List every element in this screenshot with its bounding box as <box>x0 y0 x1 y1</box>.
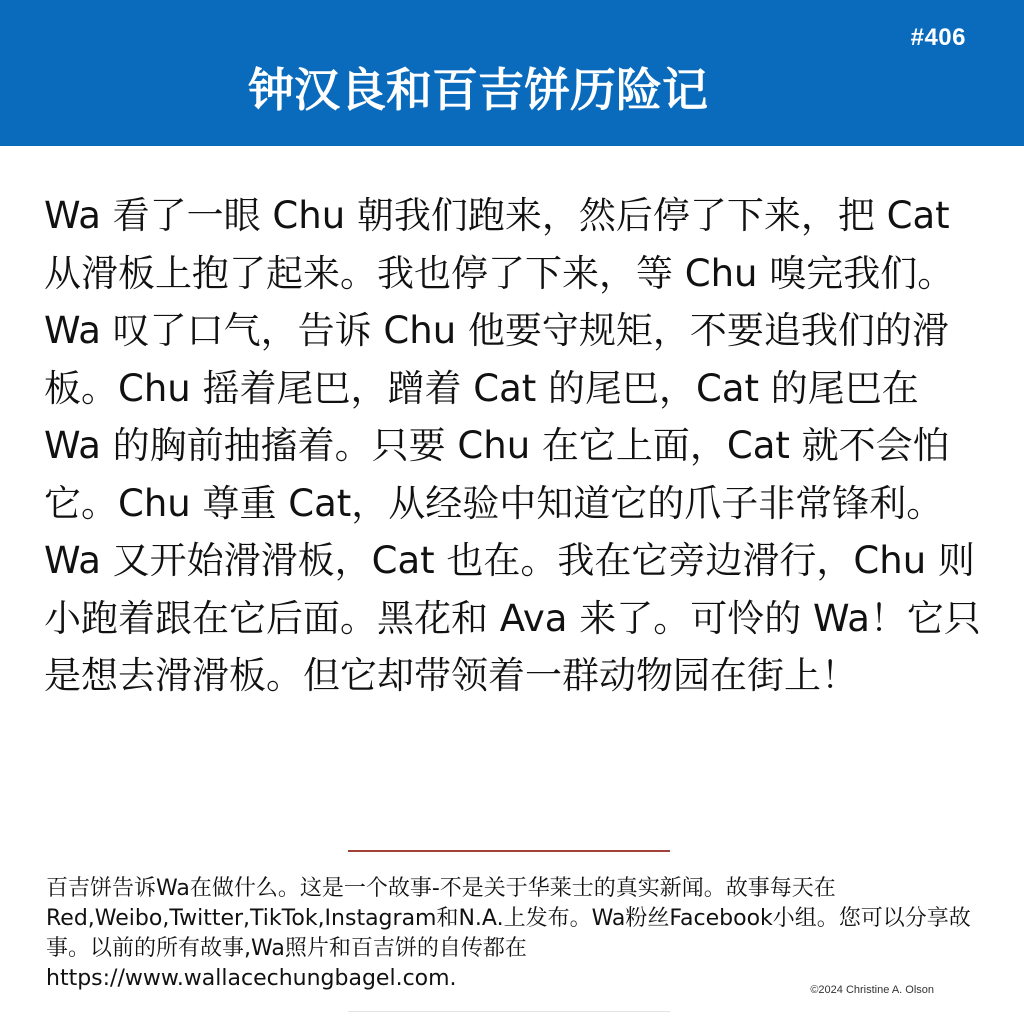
story-text: Wa 看了一眼 Chu 朝我们跑来，然后停了下来，把 Cat 从滑板上抱了起来。我也停了下来，等 Chu 嗅完我们。Wa 叹了口气，告诉 Chu 他要守规矩，不要追我们的滑板。Chu 摇着尾巴，蹭着 Cat 的尾巴，Cat 的尾巴在 Wa 的胸前抽搐着。只要 Chu 在它上面，Cat 就不会怕它。Chu 尊重 Cat，从经验中知道它的爪子非常锋利。Wa 又开始滑滑板，Cat 也在。我在它旁边滑行，Chu 则小跑着跟在它后面。黑花和 Ava 来了。可怜的 Wa！它只是想去滑滑板。但它却带领着一群动物园在街上！ <box>44 194 981 697</box>
footer-note <box>46 874 981 994</box>
page-title: 钟汉良和百吉饼历险记 <box>248 63 708 117</box>
website-link[interactable]: https://www.wallacechungbagel.com. <box>46 966 457 991</box>
header-banner <box>0 0 1024 146</box>
footer-text: 百吉饼告诉Wa在做什么。这是一个故事-不是关于华莱士的真实新闻。故事每天在Red,Weibo,Twitter,TikTok,Instagram和N.A.上发布。Wa粉丝Facebook小组。您可以分享故事。以前的所有故事,Wa照片和百吉饼的自传都在 <box>46 876 971 961</box>
episode-number: #406 <box>910 24 966 51</box>
bottom-divider <box>348 1011 670 1012</box>
footer-divider <box>348 850 670 852</box>
copyright-notice: ©2024 Christine A. Olson <box>810 984 934 996</box>
